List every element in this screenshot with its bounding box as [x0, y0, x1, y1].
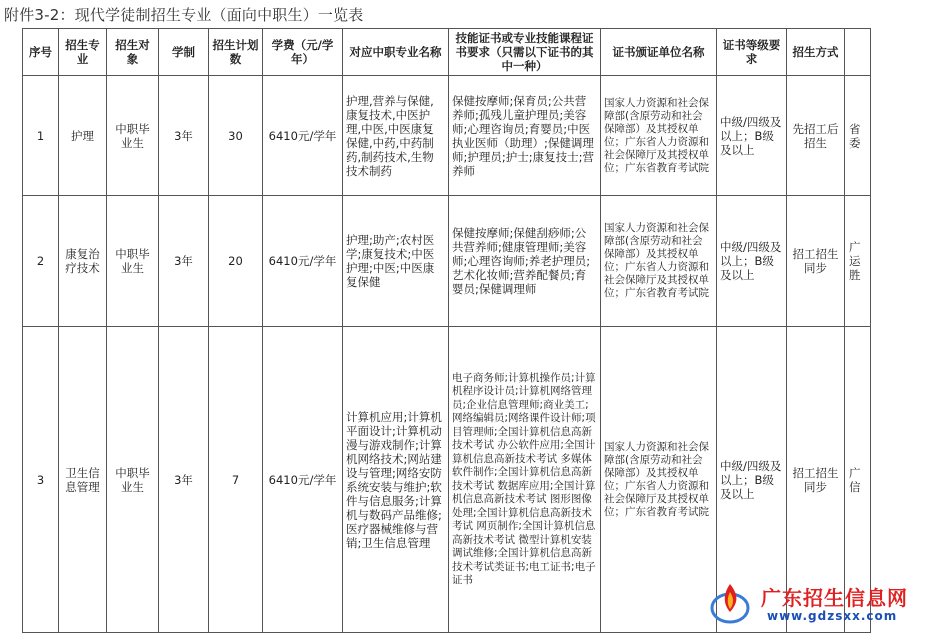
cell-no: 1 — [23, 76, 59, 196]
cell-major: 护理 — [59, 76, 107, 196]
cell-level: 中级/四级及以上；B级及以上 — [717, 196, 787, 327]
header-cert-requirement: 技能证书或专业技能课程证书要求（只需以下证书的其中一种） — [449, 29, 601, 76]
cell-extra: 省 委 — [845, 76, 871, 196]
cell-certs: 保健按摩师;保育员;公共营养师;孤残儿童护理员;美容师;心理咨询员;育婴员;中医执业医师（助理）;保健调理师;护理员;护士;康复技士;营养师 — [449, 76, 601, 196]
cell-plan: 20 — [209, 196, 263, 327]
page-title: 附件3-2：现代学徒制招生专业（面向中职生）一览表 — [4, 6, 364, 24]
cell-related-major: 护理;助产;农村医学;康复技术;中医护理;中医;中医康复保健 — [343, 196, 449, 327]
cell-target: 中职毕业生 — [107, 196, 159, 327]
cell-issuer: 国家人力资源和社会保障部(含原劳动和社会保障部）及其授权单位；广东省人力资源和社会保障厅及其授权单位；广东省教育考试院 — [601, 327, 717, 633]
site-watermark — [705, 578, 920, 634]
header-method: 招生方式 — [787, 29, 845, 76]
cell-certs: 电子商务师;计算机操作员;计算机程序设计员;计算机网络管理员;企业信息管理师;商业美工;网络编辑员;网络课件设计师;项目管理师;全国计算机信息高新技术考试 办公软件应用;全国计算机信息高新技术考试 多媒体软件制作;全国计算机信息高新技术考试 数据库应用;全国计算机信息高新技术考试 图形图像处理;全国计算机信息高新技术考试 网页制作;全国计算机信息高新技术考试 微型计算机安装调试维修;全国计算机信息高新技术考试类证书;电工证书;电子证书 — [449, 327, 601, 633]
header-no: 序号 — [23, 29, 59, 76]
cell-method: 先招工后招生 — [787, 76, 845, 196]
header-target: 招生对象 — [107, 29, 159, 76]
cell-extra: 广 信 — [845, 327, 871, 633]
header-duration: 学制 — [159, 29, 209, 76]
header-level: 证书等级要求 — [717, 29, 787, 76]
cell-target: 中职毕业生 — [107, 76, 159, 196]
cell-plan: 7 — [209, 327, 263, 633]
cell-duration: 3年 — [159, 76, 209, 196]
cell-major: 康复治疗技术 — [59, 196, 107, 327]
cell-method: 招工招生同步 — [787, 196, 845, 327]
cell-related-major: 护理,营养与保健,康复技术,中医护理,中医,中医康复保健,中药,中药制药,制药技术,生物技术制药 — [343, 76, 449, 196]
watermark-site-name: 广东招生信息网 — [761, 586, 908, 610]
cell-issuer: 国家人力资源和社会保障部(含原劳动和社会保障部）及其授权单位；广东省人力资源和社会保障厅及其授权单位；广东省教育考试院 — [601, 76, 717, 196]
cell-major: 卫生信息管理 — [59, 327, 107, 633]
cell-method: 招工招生同步 — [787, 327, 845, 633]
header-major: 招生专业 — [59, 29, 107, 76]
header-extra — [845, 29, 871, 76]
cell-issuer: 国家人力资源和社会保障部(含原劳动和社会保障部）及其授权单位；广东省人力资源和社会保障厅及其授权单位；广东省教育考试院 — [601, 196, 717, 327]
cell-duration: 3年 — [159, 196, 209, 327]
cell-fee: 6410元/学年 — [263, 76, 343, 196]
cell-level: 中级/四级及以上；B级及以上 — [717, 76, 787, 196]
cell-no: 3 — [23, 327, 59, 633]
flame-logo-icon — [705, 578, 755, 628]
cell-no: 2 — [23, 196, 59, 327]
cell-fee: 6410元/学年 — [263, 327, 343, 633]
cell-duration: 3年 — [159, 327, 209, 633]
table-row — [23, 196, 871, 327]
cell-extra: 广 运 胜 — [845, 196, 871, 327]
watermark-url: www.gdzsxx.com — [767, 609, 898, 623]
cell-level: 中级/四级及以上；B级及以上 — [717, 327, 787, 633]
table-row — [23, 76, 871, 196]
header-row — [23, 29, 871, 76]
cell-related-major: 计算机应用;计算机平面设计;计算机动漫与游戏制作;计算机网络技术;网站建设与管理;网络安防系统安装与维护;软件与信息服务;计算机与数码产品维修;医疗器械维修与营销;卫生信息管理 — [343, 327, 449, 633]
cell-fee: 6410元/学年 — [263, 196, 343, 327]
header-related-major: 对应中职专业名称 — [343, 29, 449, 76]
header-fee: 学费（元/学年） — [263, 29, 343, 76]
cell-certs: 保健按摩师;保健刮痧师;公共营养师;健康管理师;美容师;心理咨询师;养老护理员;艺术化妆师;营养配餐员;育婴员;保健调理师 — [449, 196, 601, 327]
cell-plan: 30 — [209, 76, 263, 196]
admissions-table — [22, 28, 871, 633]
header-plan: 招生计划数 — [209, 29, 263, 76]
header-issuer: 证书颁证单位名称 — [601, 29, 717, 76]
cell-target: 中职毕业生 — [107, 327, 159, 633]
